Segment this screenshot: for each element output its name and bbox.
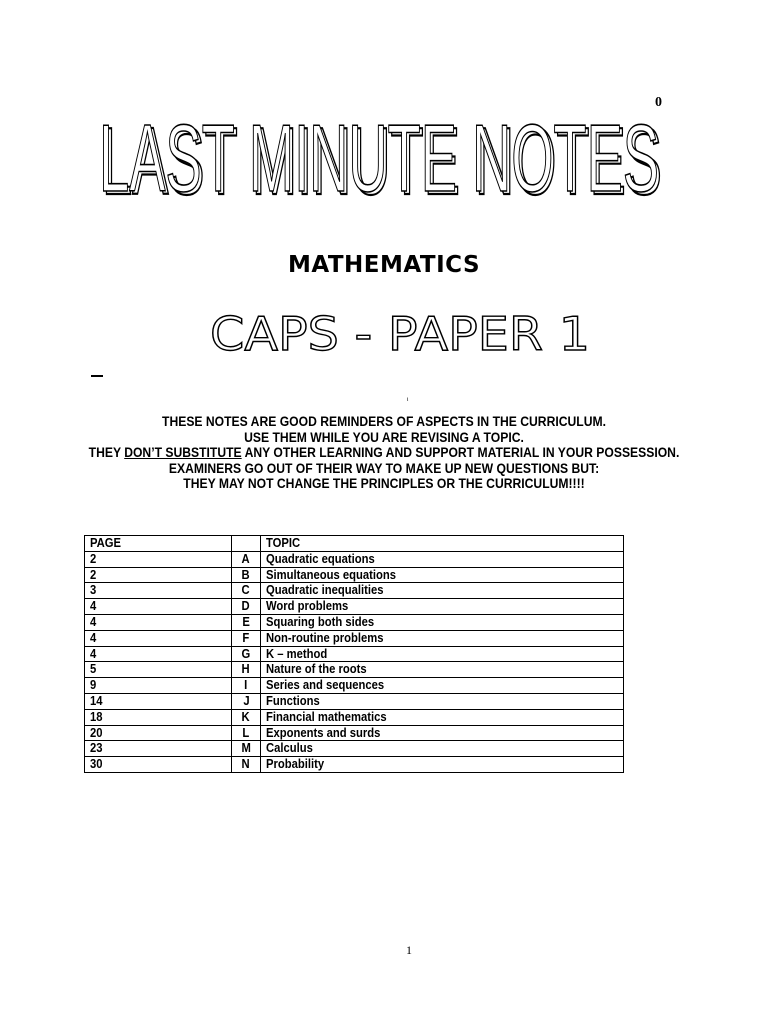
paper-outline-text: CAPS - PAPER 1 xyxy=(210,307,590,361)
row-page: 4 xyxy=(85,599,232,615)
paper-outline-art xyxy=(200,300,620,370)
row-letter: A xyxy=(232,551,261,567)
row-topic: Probability xyxy=(261,757,624,773)
table-row xyxy=(85,662,624,678)
table-row xyxy=(85,630,624,646)
row-topic: Word problems xyxy=(261,599,624,615)
row-topic: Financial mathematics xyxy=(261,709,624,725)
row-page: 23 xyxy=(85,741,232,757)
table-row xyxy=(85,599,624,615)
row-topic: Quadratic equations xyxy=(261,551,624,567)
row-page: 3 xyxy=(85,583,232,599)
row-topic: Quadratic inequalities xyxy=(261,583,624,599)
row-letter: D xyxy=(232,599,261,615)
table-row xyxy=(85,678,624,694)
row-page: 20 xyxy=(85,725,232,741)
row-letter: F xyxy=(232,630,261,646)
table-row xyxy=(85,757,624,773)
row-page: 18 xyxy=(85,709,232,725)
row-letter: I xyxy=(232,678,261,694)
row-topic: Non-routine problems xyxy=(261,630,624,646)
intro-line-3 xyxy=(38,445,729,461)
table-row xyxy=(85,709,624,725)
title-superscript: 0 xyxy=(655,95,662,110)
table-row xyxy=(85,551,624,567)
stray-mark: ι xyxy=(407,397,409,403)
row-letter: N xyxy=(232,757,261,773)
row-page: 14 xyxy=(85,693,232,709)
row-topic: Calculus xyxy=(261,741,624,757)
intro-line-3-suffix: ANY OTHER LEARNING AND SUPPORT MATERIAL IN YOUR POSSESSION. xyxy=(241,445,680,460)
row-letter: B xyxy=(232,567,261,583)
title-outline-art xyxy=(80,92,680,212)
row-topic: Exponents and surds xyxy=(261,725,624,741)
row-page: 9 xyxy=(85,678,232,694)
row-topic: Series and sequences xyxy=(261,678,624,694)
table-row xyxy=(85,583,624,599)
row-page: 5 xyxy=(85,662,232,678)
row-letter: H xyxy=(232,662,261,678)
row-page: 4 xyxy=(85,614,232,630)
intro-notice xyxy=(38,414,729,492)
row-topic: Squaring both sides xyxy=(261,614,624,630)
subject-heading: MATHEMATICS xyxy=(287,252,481,278)
table-row xyxy=(85,614,624,630)
row-letter: K xyxy=(232,709,261,725)
row-letter: C xyxy=(232,583,261,599)
row-topic: K – method xyxy=(261,646,624,662)
table-row xyxy=(85,725,624,741)
intro-line-3-prefix: THEY xyxy=(88,445,125,460)
row-letter: M xyxy=(232,741,261,757)
row-page: 2 xyxy=(85,551,232,567)
row-letter: E xyxy=(232,614,261,630)
stray-dash xyxy=(91,375,103,377)
intro-line-4: EXAMINERS GO OUT OF THEIR WAY TO MAKE UP NEW QUESTIONS BUT: xyxy=(168,460,600,476)
row-letter: G xyxy=(232,646,261,662)
header-topic: TOPIC xyxy=(261,536,624,552)
header-page: PAGE xyxy=(85,536,232,552)
table-header-row xyxy=(85,536,624,552)
table-row xyxy=(85,567,624,583)
row-letter: L xyxy=(232,725,261,741)
row-topic: Simultaneous equations xyxy=(261,567,624,583)
intro-underlined-phrase: DON’T SUBSTITUTE xyxy=(124,445,242,460)
table-row xyxy=(85,741,624,757)
table-row xyxy=(85,646,624,662)
title-shadow: LAST MINUTE NOTES xyxy=(102,108,662,212)
row-page: 30 xyxy=(85,757,232,773)
intro-line-5: THEY MAY NOT CHANGE THE PRINCIPLES OR THE CURRICULUM!!!! xyxy=(183,476,585,491)
row-topic: Functions xyxy=(261,693,624,709)
topics-table xyxy=(84,535,624,773)
table-row xyxy=(85,693,624,709)
row-page: 4 xyxy=(85,630,232,646)
document-title xyxy=(80,92,680,212)
row-letter: J xyxy=(232,693,261,709)
header-letter xyxy=(232,536,261,552)
paper-heading xyxy=(200,300,620,370)
intro-line-2: USE THEM WHILE YOU ARE REVISING A TOPIC. xyxy=(244,429,524,445)
row-page: 2 xyxy=(85,567,232,583)
intro-line-1: THESE NOTES ARE GOOD REMINDERS OF ASPECTS IN THE CURRICULUM. xyxy=(162,414,606,429)
title-face: LAST MINUTE NOTES xyxy=(99,105,659,212)
row-page: 4 xyxy=(85,646,232,662)
page-number: 1 xyxy=(406,943,412,957)
row-topic: Nature of the roots xyxy=(261,662,624,678)
